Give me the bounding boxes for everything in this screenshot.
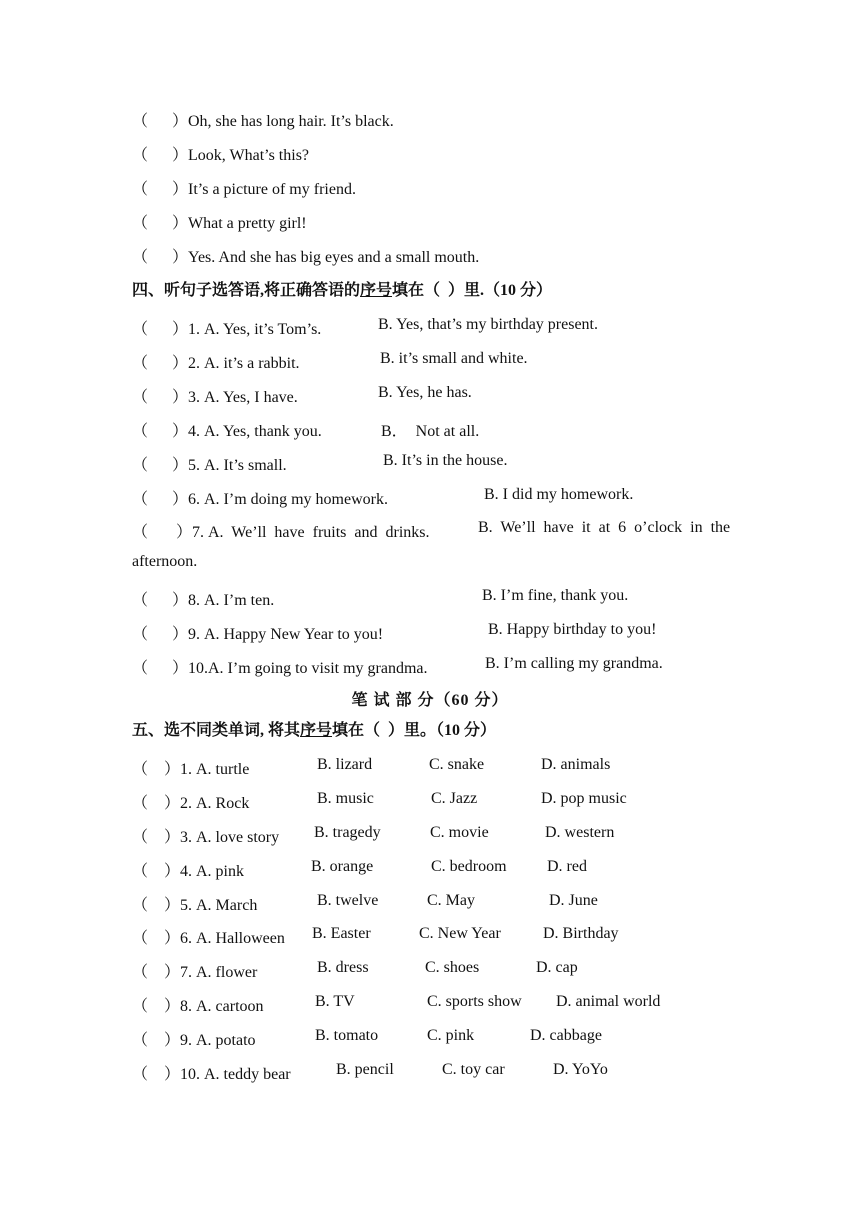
heading-text: 填在（ ）里.（10 分） — [392, 282, 553, 299]
question-a: （ ）7. A. We’ll have fruits and drinks. — [132, 524, 430, 541]
option-c: C. bedroom — [431, 858, 507, 875]
option-d: D. cap — [536, 959, 578, 976]
option-d: D. Birthday — [543, 925, 619, 942]
question-a: （ ）3. A. Yes, I have. — [132, 389, 298, 406]
option-b: B. TV — [315, 993, 355, 1010]
option-d: D. pop music — [541, 790, 627, 807]
option-a: （ ）8. A. cartoon — [132, 998, 264, 1015]
dialogue-line: （ ）Yes. And she has big eyes and a small mouth. — [132, 249, 480, 266]
option-b: B. dress — [317, 959, 369, 976]
option-c: C. Jazz — [431, 790, 478, 807]
option-c: C. pink — [427, 1027, 475, 1044]
question-b: B． Not at all. — [381, 423, 480, 440]
option-d: D. June — [549, 892, 598, 909]
option-b: B. tomato — [315, 1027, 379, 1044]
dialogue-line: （ ）Look, What’s this? — [132, 147, 310, 164]
question-a: （ ）8. A. I’m ten. — [132, 592, 275, 609]
question-b: B. It’s in the house. — [383, 452, 508, 469]
option-a: （ ）1. A. turtle — [132, 761, 250, 778]
section-heading — [132, 721, 496, 741]
option-d: D. western — [545, 824, 615, 841]
option-b: B. lizard — [317, 756, 373, 773]
option-d: D. animal world — [556, 993, 661, 1010]
option-a: （ ）6. A. Halloween — [132, 930, 285, 947]
question-b: B. I’m fine, thank you. — [482, 587, 629, 604]
question-b: B. We’ll have it at 6 o’clock in the — [478, 519, 731, 536]
option-a: （ ）4. A. pink — [132, 863, 245, 880]
section-heading — [132, 281, 552, 301]
option-a: （ ）9. A. potato — [132, 1032, 256, 1049]
question-a: （ ）6. A. I’m doing my homework. — [132, 491, 388, 508]
heading-text: 四、听句子选答语,将正确答语的 — [132, 282, 361, 299]
written-part-title: 笔 试 部 分（60 分） — [351, 692, 509, 709]
question-a: （ ）4. A. Yes, thank you. — [132, 423, 322, 440]
dialogue-line: （ ）Oh, she has long hair. It’s black. — [132, 113, 394, 130]
option-a: （ ）3. A. love story — [132, 829, 280, 846]
dialogue-line: （ ）It’s a picture of my friend. — [132, 181, 356, 198]
option-a: （ ）10. A. teddy bear — [132, 1066, 291, 1083]
heading-underlined: 序号 — [300, 722, 333, 739]
option-b: B. tragedy — [314, 824, 381, 841]
option-c: C. shoes — [425, 959, 480, 976]
dialogue-line: （ ）What a pretty girl! — [132, 215, 307, 232]
question-a: （ ）5. A. It’s small. — [132, 457, 287, 474]
heading-underlined: 序号 — [360, 282, 393, 299]
option-d: D. red — [547, 858, 587, 875]
option-c: C. New Year — [419, 925, 501, 942]
option-b: B. twelve — [317, 892, 379, 909]
question-a: （ ）2. A. it’s a rabbit. — [132, 355, 300, 372]
option-b: B. Easter — [312, 925, 371, 942]
question-b: B. I’m calling my grandma. — [485, 655, 663, 672]
option-c: C. toy car — [442, 1061, 505, 1078]
option-d: D. YoYo — [553, 1061, 608, 1078]
option-a: （ ）5. A. March — [132, 897, 258, 914]
option-b: B. music — [317, 790, 374, 807]
heading-text: 五、选不同类单词, 将其 — [132, 722, 301, 739]
option-c: C. May — [427, 892, 475, 909]
question-wrap: afternoon. — [132, 553, 198, 570]
option-d: D. animals — [541, 756, 611, 773]
question-a: （ ）1. A. Yes, it’s Tom’s. — [132, 321, 322, 338]
question-b: B. Yes, he has. — [378, 384, 472, 401]
question-a: （ ）10.A. I’m going to visit my grandma. — [132, 660, 428, 677]
question-b: B. I did my homework. — [484, 486, 634, 503]
option-c: C. movie — [430, 824, 489, 841]
option-d: D. cabbage — [530, 1027, 602, 1044]
option-a: （ ）2. A. Rock — [132, 795, 250, 812]
heading-text: 填在（ ）里。（10 分） — [332, 722, 497, 739]
option-c: C. sports show — [427, 993, 522, 1010]
question-b: B. it’s small and white. — [380, 350, 528, 367]
option-a: （ ）7. A. flower — [132, 964, 258, 981]
question-a: （ ）9. A. Happy New Year to you! — [132, 626, 384, 643]
option-b: B. orange — [311, 858, 374, 875]
question-b: B. Happy birthday to you! — [488, 621, 657, 638]
option-b: B. pencil — [336, 1061, 394, 1078]
option-c: C. snake — [429, 756, 485, 773]
question-b: B. Yes, that’s my birthday present. — [378, 316, 598, 333]
